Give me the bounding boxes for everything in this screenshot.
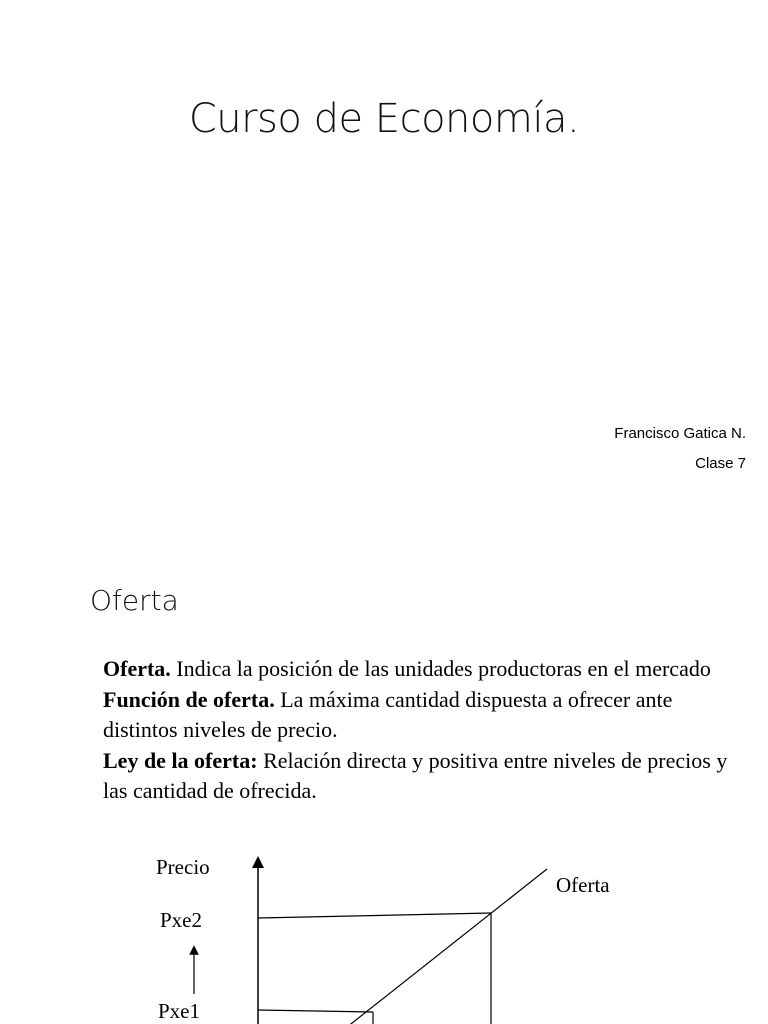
supply-slide	[0, 530, 768, 1024]
supply-curve	[318, 869, 547, 1024]
slide-heading: Oferta	[90, 584, 179, 617]
class-label: Clase 7	[695, 455, 746, 472]
supply-diagram	[0, 530, 768, 1024]
y-axis-label: Precio	[156, 855, 210, 879]
price-line-1	[258, 1010, 373, 1012]
presentation-title: Curso de Economía.	[188, 96, 580, 142]
definition-text: Indica la posición de las unidades productoras en el mercado	[170, 656, 711, 681]
definition-term: Función de oferta.	[103, 686, 275, 712]
price-label-1: Pxe1	[158, 999, 200, 1023]
definition-text: Relación directa y positiva entre niveles de precios y las cantidad de ofrecida.	[103, 747, 728, 803]
price-line-2	[258, 913, 491, 918]
definition-term: Ley de la oferta:	[103, 747, 258, 773]
definition-term: Oferta.	[103, 656, 171, 681]
supply-curve-label: Oferta	[556, 873, 610, 897]
definition-text: La máxima cantidad dispuesta a ofrecer ante distintos niveles de precio.	[103, 686, 673, 742]
author-name: Francisco Gatica N.	[614, 425, 746, 442]
price-label-2: Pxe2	[160, 908, 202, 932]
